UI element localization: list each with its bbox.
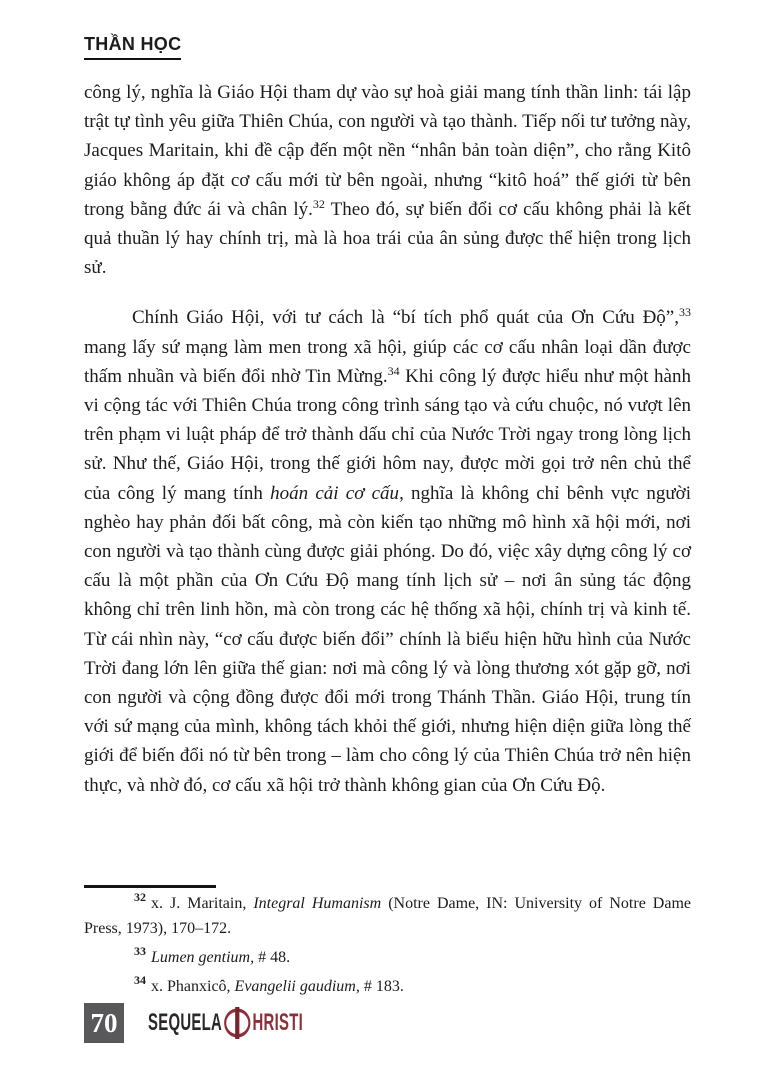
footnote — [84, 945, 691, 970]
footnote-reference: 34 — [387, 363, 400, 378]
footnote — [84, 974, 691, 999]
footnote-separator — [84, 885, 216, 888]
page-number-badge — [84, 1003, 124, 1043]
body-text — [84, 78, 691, 821]
text-run: # 48. — [254, 949, 291, 966]
footnotes — [84, 891, 691, 1003]
italic-text: hoán cải cơ cấu — [270, 482, 400, 504]
italic-text: Integral Humanism — [253, 895, 382, 912]
text-run: mang lấy sứ mạng làm men trong xã hội, giúp các cơ cấu nhân loại dần được thấm nhuần và biến đổi nhờ Tin Mừng. — [84, 336, 691, 387]
running-head — [84, 34, 181, 60]
logo-text-sequela: SEQUELA — [148, 1009, 223, 1036]
text-run: # 183. — [359, 978, 404, 995]
paragraph — [84, 78, 691, 282]
footnote-number: 33 — [134, 944, 146, 958]
text-run: x. Phanxicô, — [151, 978, 235, 995]
text-run: , nghĩa là không chỉ bênh vực người nghèo hay phản đối bất công, mà còn kiến tạo những mô hình xã hội mới, nơi con người và tạo thành cùng được giải phóng. Do đó, việc xây dựng công lý cơ cấu là một phần của Ơn Cứu Độ mang tính lịch sử – nơi ân sủng tác động không chỉ trên linh hồn, mà còn trong các hệ thống xã hội, chính trị và kinh tế. Từ cái nhìn này, “cơ cấu được biến đổi” chính là biểu hiện hữu hình của Nước Trời đang lớn lên giữa thế gian: nơi mà công lý và lòng thương xót gặp gỡ, nơi con người và cộng đồng được đổi mới trong Thánh Thần. Giáo Hội, trung tín với sứ mạng của mình, không tách khỏi thế giới, nhưng hiện diện giữa lòng thế giới để biến đổi nó từ bên trong – làm cho công lý của Thiên Chúa trở nên hiện thực, và nhờ đó, cơ cấu xã hội trở thành không gian của Ơn Cứu Độ. — [84, 482, 691, 796]
text-run: Chính Giáo Hội, với tư cách là “bí tích phổ quát của Ơn Cứu Độ”, — [132, 307, 679, 329]
footnote-reference: 32 — [312, 196, 325, 211]
journal-logo — [148, 1006, 303, 1040]
text-run: Khi công lý được hiểu như một hành vi cộng tác với Thiên Chúa trong công trình sáng tạo và cứu chuộc, nó vượt lên trên phạm vi luật pháp để trở thành dấu chỉ của Nước Trời ngay trong lòng lịch sử. Như thế, Giáo Hội, trong thế giới hôm nay, được mời gọi trở nên chủ thể của công lý mang tính — [84, 365, 691, 504]
footnote-reference: 33 — [679, 305, 691, 320]
christi-c-emblem-icon — [223, 1006, 252, 1040]
footnote-number: 34 — [134, 973, 146, 987]
page-number: 70 — [90, 1007, 118, 1038]
text-run: công lý, nghĩa là Giáo Hội tham dự vào sự hoà giải mang tính thần linh: tái lập trật tự tình yêu giữa Thiên Chúa, con người và tạo thành. Tiếp nối tư tưởng này, Jacques Maritain, khi đề cập đến một nền “nhân bản toàn diện”, cho rằng Kitô giáo không áp đặt cơ cấu mới từ bên ngoài, nhưng “kitô hoá” thế giới từ bên trong bằng đức ái và chân lý. — [84, 82, 691, 220]
italic-text: Lumen gentium, — [151, 949, 255, 966]
text-run: x. J. Maritain, — [151, 895, 254, 912]
paragraph — [84, 303, 691, 799]
footnote — [84, 891, 691, 941]
page-footer — [84, 1003, 398, 1043]
text-run: (Notre Dame, IN: University of Notre Dame Press, 1973), 170–172. — [84, 895, 692, 937]
running-head-title: THẦN HỌC — [84, 34, 181, 60]
italic-text: Evangelii gaudium, — [234, 978, 360, 995]
logo-text-hristi: HRISTI — [252, 1009, 304, 1036]
footnote-number: 32 — [134, 890, 146, 904]
text-run: Theo đó, sự biến đổi cơ cấu không phải là kết quả thuần lý hay chính trị, mà là hoa trái của ân sủng được thể hiện trong lịch sử. — [84, 198, 691, 279]
